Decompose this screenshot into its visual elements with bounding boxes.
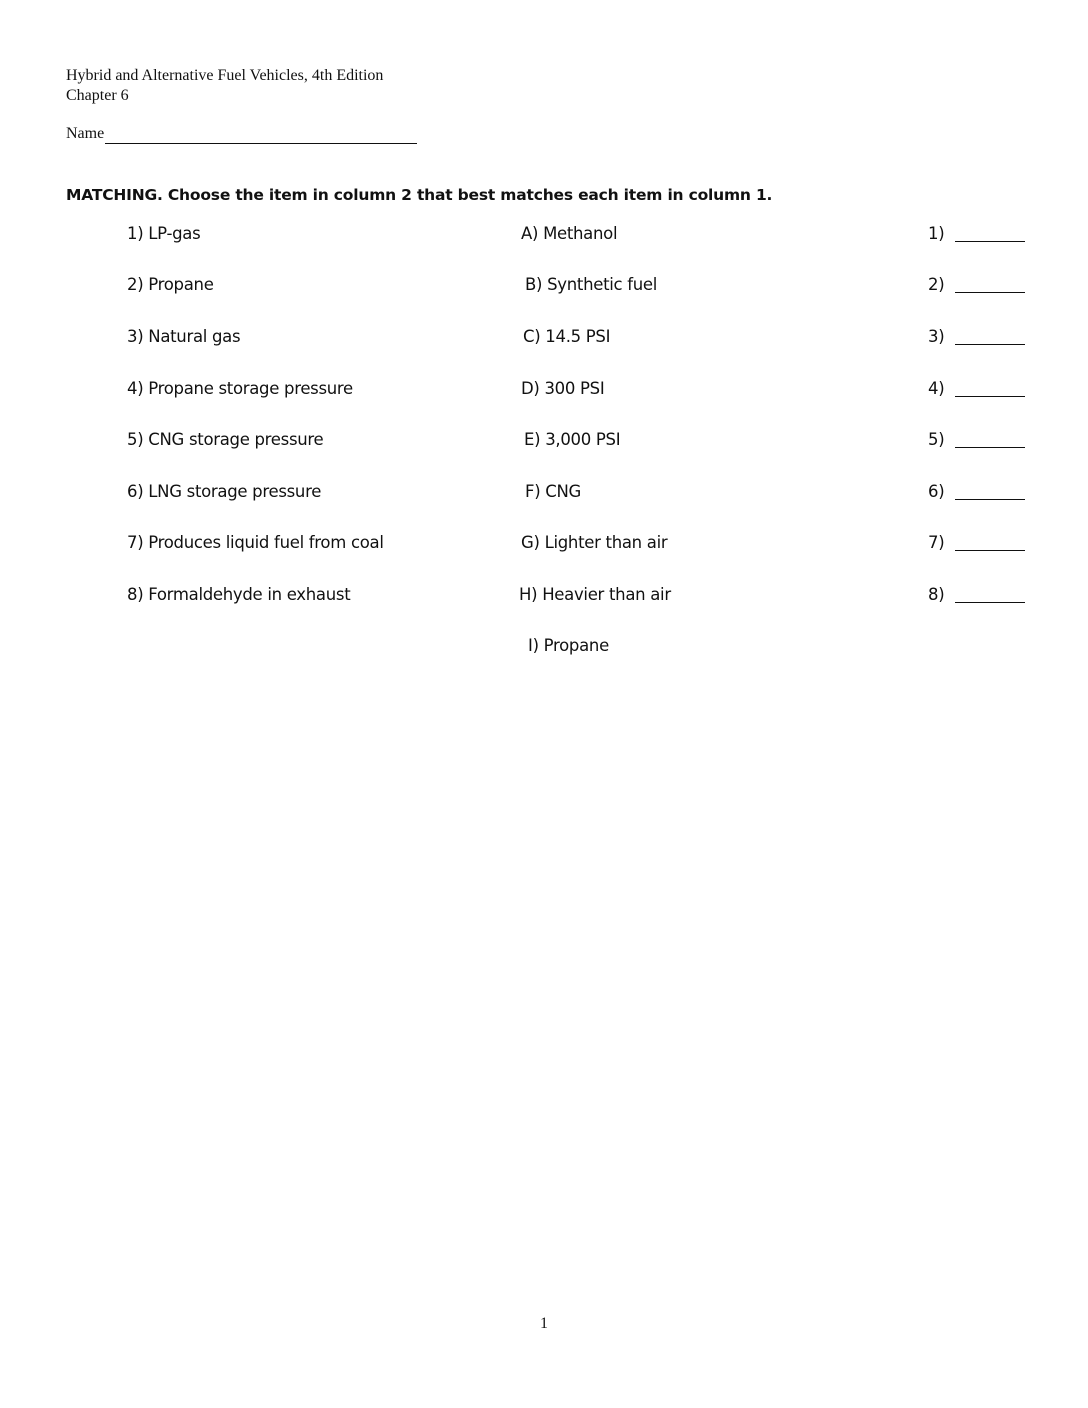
column1-item: 7) Produces liquid fuel from coal bbox=[127, 533, 384, 552]
matching-row bbox=[0, 531, 1088, 555]
column2-item: D) 300 PSI bbox=[521, 379, 605, 398]
column2-item: F) CNG bbox=[525, 482, 582, 501]
matching-row bbox=[0, 480, 1088, 504]
column2-item: G) Lighter than air bbox=[521, 533, 668, 552]
matching-row bbox=[0, 325, 1088, 349]
answer-blank[interactable] bbox=[955, 602, 1025, 603]
column2-item: C) 14.5 PSI bbox=[523, 327, 611, 346]
name-label: Name bbox=[66, 125, 105, 142]
column2-item: A) Methanol bbox=[521, 224, 618, 243]
matching-row bbox=[0, 428, 1088, 452]
answer-number: 6) bbox=[928, 482, 945, 501]
column1-item: 4) Propane storage pressure bbox=[127, 379, 353, 398]
matching-row bbox=[0, 222, 1088, 246]
column2-item: H) Heavier than air bbox=[519, 585, 671, 604]
answer-number: 2) bbox=[928, 275, 945, 294]
page-number: 1 bbox=[540, 1315, 548, 1332]
answer-number: 5) bbox=[928, 430, 945, 449]
matching-row bbox=[0, 583, 1088, 607]
answer-blank[interactable] bbox=[955, 344, 1025, 345]
answer-number: 4) bbox=[928, 379, 945, 398]
answer-number: 7) bbox=[928, 533, 945, 552]
column1-item: 2) Propane bbox=[127, 275, 214, 294]
answer-blank[interactable] bbox=[955, 550, 1025, 551]
matching-row bbox=[0, 634, 1088, 658]
name-field[interactable] bbox=[105, 124, 417, 144]
matching-row bbox=[0, 377, 1088, 401]
answer-number: 8) bbox=[928, 585, 945, 604]
answer-blank[interactable] bbox=[955, 396, 1025, 397]
matching-instructions: MATCHING. Choose the item in column 2 that best matches each item in column 1. bbox=[66, 186, 773, 204]
column1-item: 8) Formaldehyde in exhaust bbox=[127, 585, 351, 604]
name-row bbox=[66, 124, 417, 144]
column2-item: I) Propane bbox=[528, 636, 609, 655]
column2-item: E) 3,000 PSI bbox=[524, 430, 621, 449]
answer-blank[interactable] bbox=[955, 447, 1025, 448]
chapter-label: Chapter 6 bbox=[66, 87, 129, 104]
column1-item: 5) CNG storage pressure bbox=[127, 430, 324, 449]
answer-blank[interactable] bbox=[955, 292, 1025, 293]
answer-number: 1) bbox=[928, 224, 945, 243]
answer-blank[interactable] bbox=[955, 499, 1025, 500]
matching-row bbox=[0, 273, 1088, 297]
answer-number: 3) bbox=[928, 327, 945, 346]
book-title: Hybrid and Alternative Fuel Vehicles, 4th Edition bbox=[66, 67, 384, 84]
column1-item: 6) LNG storage pressure bbox=[127, 482, 322, 501]
column1-item: 3) Natural gas bbox=[127, 327, 241, 346]
column2-item: B) Synthetic fuel bbox=[525, 275, 658, 294]
answer-blank[interactable] bbox=[955, 241, 1025, 242]
column1-item: 1) LP-gas bbox=[127, 224, 201, 243]
